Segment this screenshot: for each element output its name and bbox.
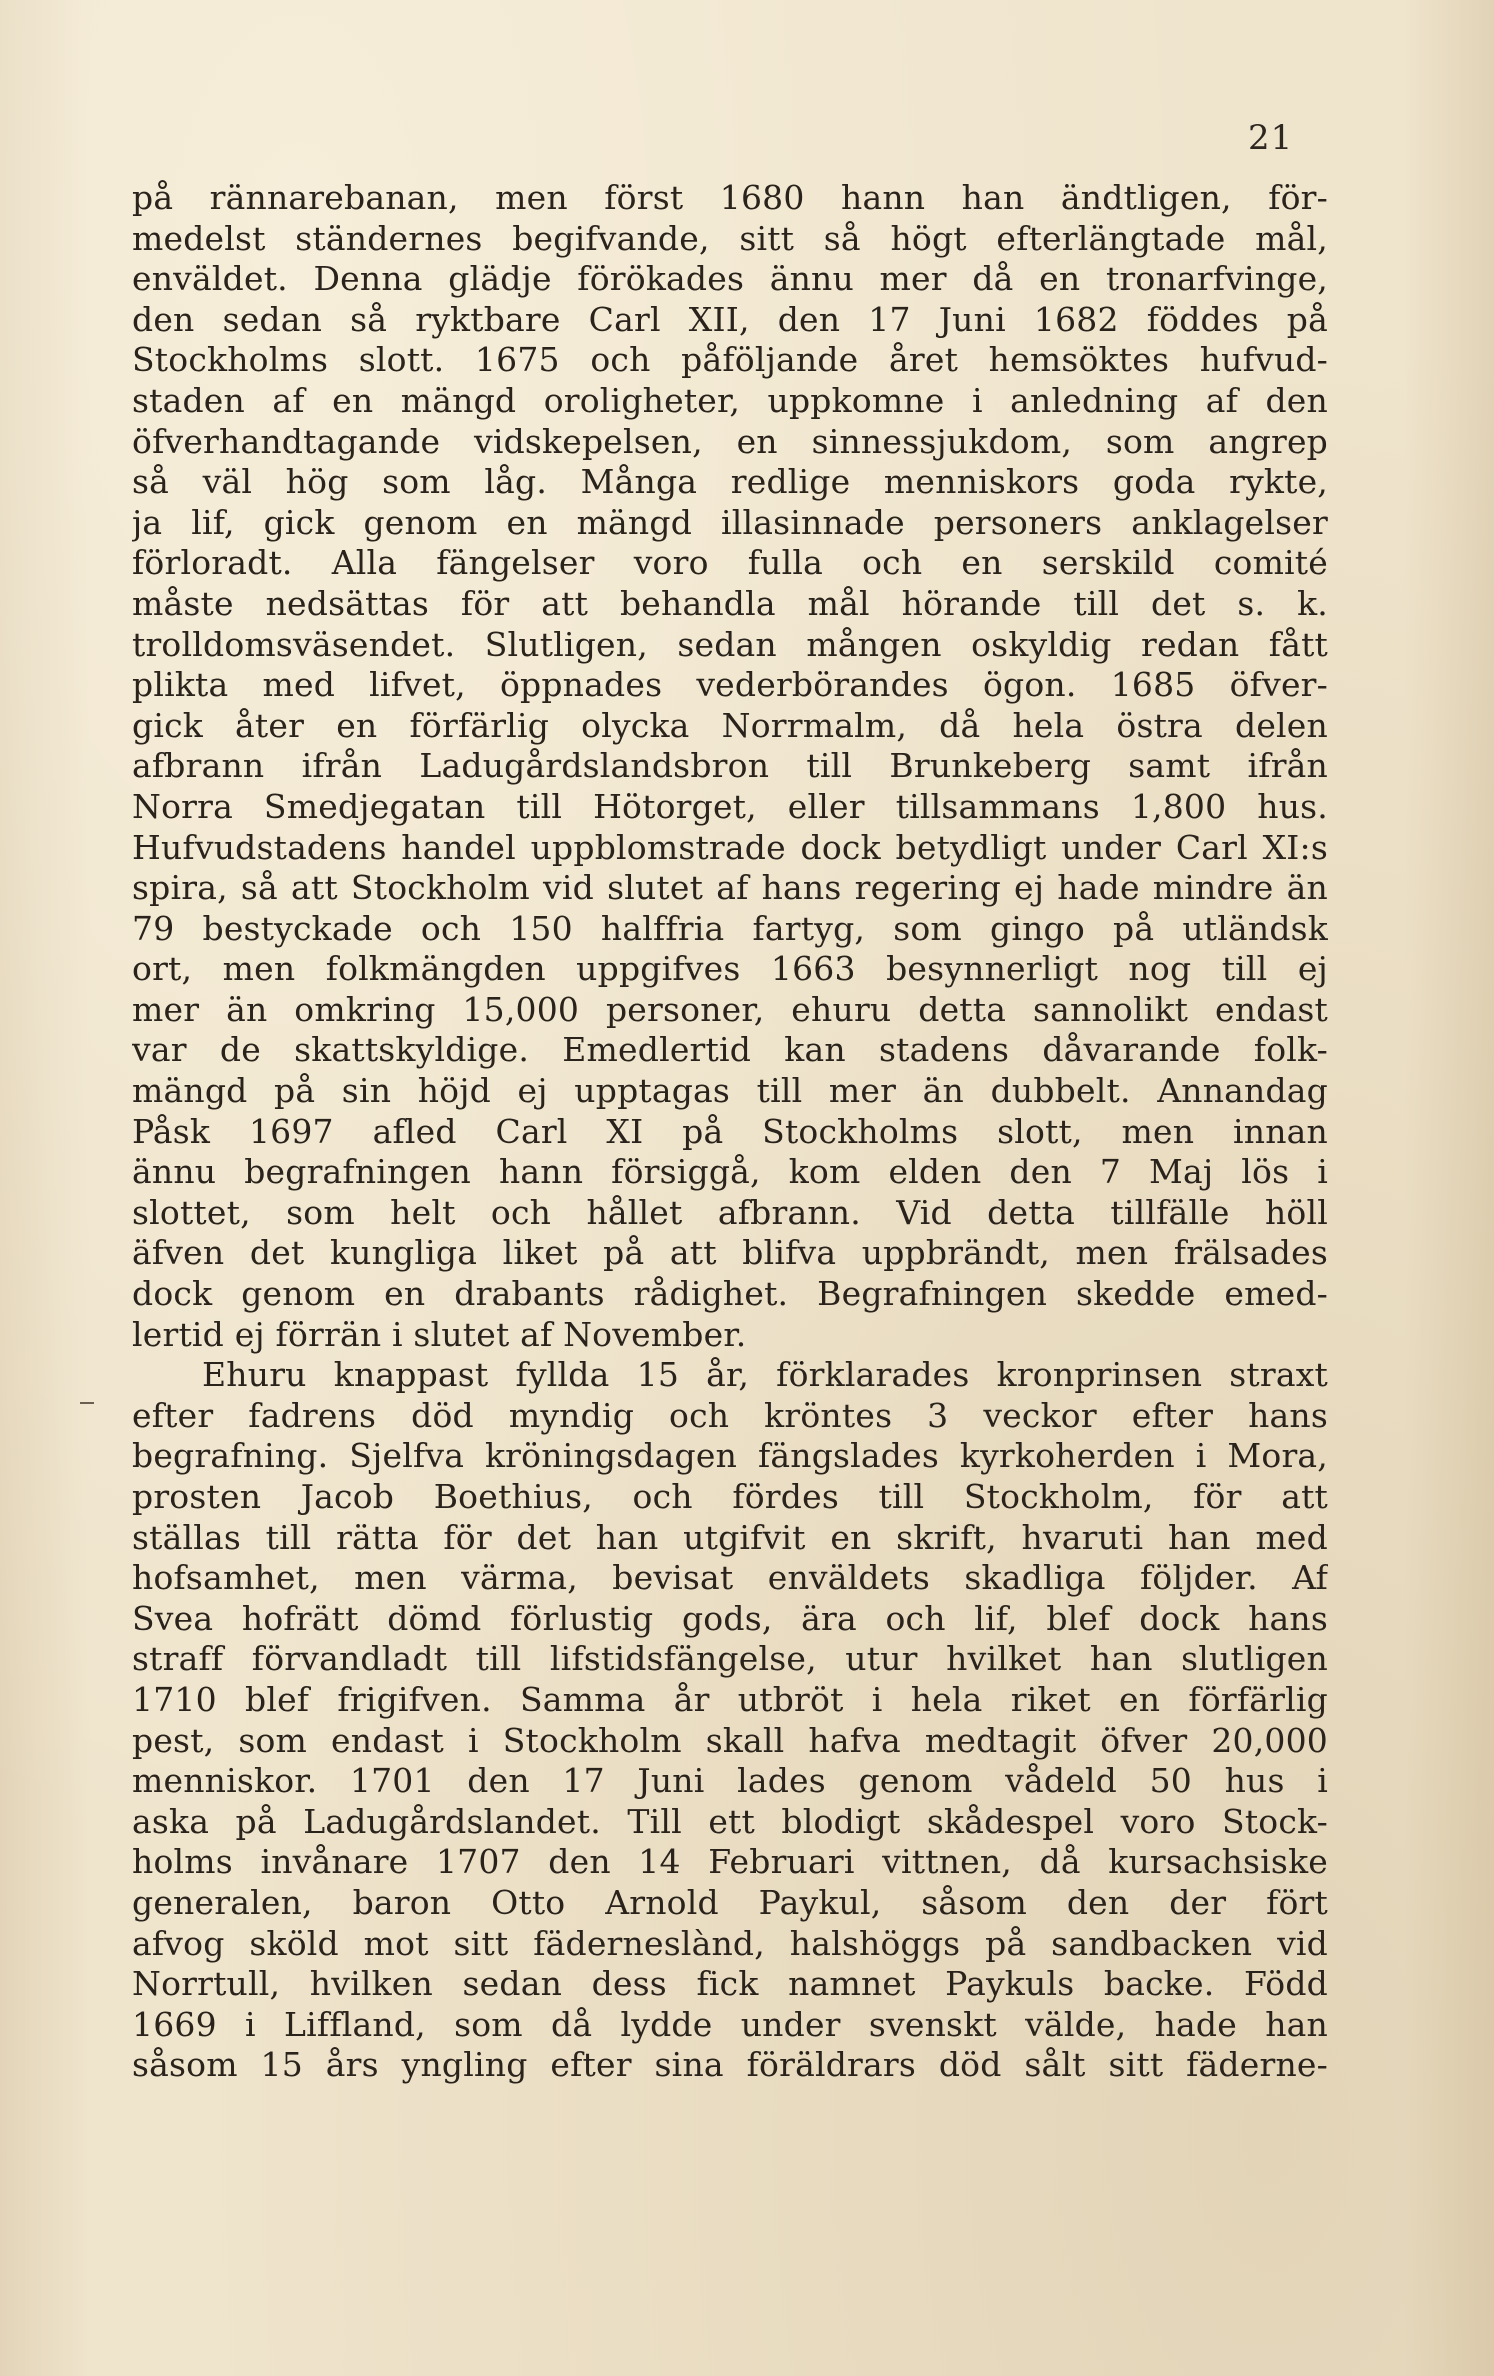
text-line: slottet, som helt och hållet afbrann. Vid detta tillfälle höll — [132, 1192, 1328, 1232]
text-line: måste nedsättas för att behandla mål hörande till det s. k. — [132, 583, 1328, 623]
text-line: den sedan så ryktbare Carl XII, den 17 Juni 1682 föddes på — [132, 299, 1328, 339]
paragraph-2 — [132, 1355, 1328, 2086]
text-line: holms invånare 1707 den 14 Februari vittnen, då kursachsiske — [132, 1842, 1328, 1882]
text-line: efter fadrens död myndig och kröntes 3 veckor efter hans — [132, 1395, 1328, 1435]
paragraph-1 — [132, 178, 1328, 1355]
text-line: prosten Jacob Boethius, och fördes till Stockholm, för att — [132, 1477, 1328, 1516]
text-line: mer än omkring 15,000 personer, ehuru detta sannolikt endast — [132, 989, 1328, 1029]
text-line: spira, så att Stockholm vid slutet af hans regering ej hade mindre än — [132, 868, 1328, 908]
text-line: afvog sköld mot sitt fäderneslànd, halshöggs på sandbacken vid — [132, 1923, 1328, 1963]
text-line: straff förvandladt till lifstidsfängelse, utur hvilket han slutligen — [132, 1639, 1328, 1679]
text-line: dock genom en drabants rådighet. Begrafningen skedde emed- — [132, 1274, 1328, 1314]
margin-mark — [80, 1402, 94, 1404]
text-line: ort, men folkmängden uppgifves 1663 besynnerligt nog till ej — [132, 949, 1328, 989]
body-text — [132, 178, 1328, 2086]
text-line: lertid ej förrän i slutet af November. — [132, 1314, 747, 1354]
text-line: mängd på sin höjd ej upptagas till mer än dubbelt. Annandag — [132, 1071, 1328, 1111]
text-line: Norrtull, hvilken sedan dess fick namnet Paykuls backe. Född — [132, 1964, 1328, 2004]
text-line: menniskor. 1701 den 17 Juni lades genom vådeld 50 hus i — [132, 1761, 1328, 1801]
text-line: äfven det kungliga liket på att blifva uppbrändt, men frälsades — [132, 1233, 1328, 1273]
text-line: Hufvudstadens handel uppblomstrade dock betydligt under Carl XI:s — [132, 827, 1328, 867]
text-line: pest, som endast i Stockholm skall hafva medtagit öfver 20,000 — [132, 1720, 1328, 1760]
text-line: plikta med lifvet, öppnades vederbörandes ögon. 1685 öfver- — [132, 665, 1328, 705]
text-line: medelst ständernes begifvande, sitt så högt efterlängtade mål, — [132, 218, 1328, 258]
text-line: staden af en mängd oroligheter, uppkomne i anledning af den — [132, 380, 1328, 420]
text-line: så väl hög som låg. Många redlige menniskors goda rykte, — [132, 462, 1328, 502]
text-line: aska på Ladugårdslandet. Till ett blodigt skådespel voro Stock- — [132, 1801, 1328, 1841]
text-line: 1669 i Liffland, som då lydde under svenskt välde, hade han — [132, 2004, 1328, 2044]
text-line: enväldet. Denna glädje förökades ännu mer då en tronarfvinge, — [132, 259, 1328, 299]
text-line: 79 bestyckade och 150 halffria fartyg, som gingo på utländsk — [132, 908, 1328, 948]
text-line: på rännarebanan, men först 1680 hann han ändtligen, för- — [132, 178, 1328, 217]
text-line: begrafning. Sjelfva kröningsdagen fängslades kyrkoherden i Mora, — [132, 1436, 1328, 1476]
text-line: Svea hofrätt dömd förlustig gods, ära och lif, blef dock hans — [132, 1598, 1328, 1638]
text-line: 1710 blef frigifven. Samma år utbröt i hela riket en förfärlig — [132, 1679, 1328, 1719]
page-number: 21 — [1248, 118, 1294, 158]
text-line: förloradt. Alla fängelser voro fulla och en serskild comité — [132, 543, 1328, 583]
text-line: gick åter en förfärlig olycka Norrmalm, då hela östra delen — [132, 705, 1328, 745]
text-line: afbrann ifrån Ladugårdslandsbron till Brunkeberg samt ifrån — [132, 746, 1328, 786]
text-line: var de skattskyldige. Emedlertid kan stadens dåvarande folk- — [132, 1030, 1328, 1070]
text-line: ja lif, gick genom en mängd illasinnade personers anklagelser — [132, 502, 1328, 542]
text-line: såsom 15 års yngling efter sina föräldrars död sålt sitt fäderne- — [132, 2045, 1328, 2085]
text-line: ställas till rätta för det han utgifvit en skrift, hvaruti han med — [132, 1517, 1328, 1557]
text-line: Stockholms slott. 1675 och påföljande året hemsöktes hufvud- — [132, 340, 1328, 380]
text-line: Ehuru knappast fyllda 15 år, förklarades kronprinsen straxt — [202, 1355, 1328, 1395]
text-line: öfverhandtagande vidskepelsen, en sinnessjukdom, som angrep — [132, 421, 1328, 461]
text-line: hofsamhet, men värma, bevisat enväldets skadliga följder. Af — [132, 1558, 1328, 1598]
text-line: trolldomsväsendet. Slutligen, sedan mången oskyldig redan fått — [132, 624, 1328, 664]
text-line: Norra Smedjegatan till Hötorget, eller tillsammans 1,800 hus. — [132, 786, 1328, 826]
text-line: Påsk 1697 afled Carl XI på Stockholms slott, men innan — [132, 1111, 1328, 1151]
text-line: ännu begrafningen hann försiggå, kom elden den 7 Maj lös i — [132, 1152, 1328, 1192]
text-line: generalen, baron Otto Arnold Paykul, såsom den der fört — [132, 1882, 1328, 1922]
